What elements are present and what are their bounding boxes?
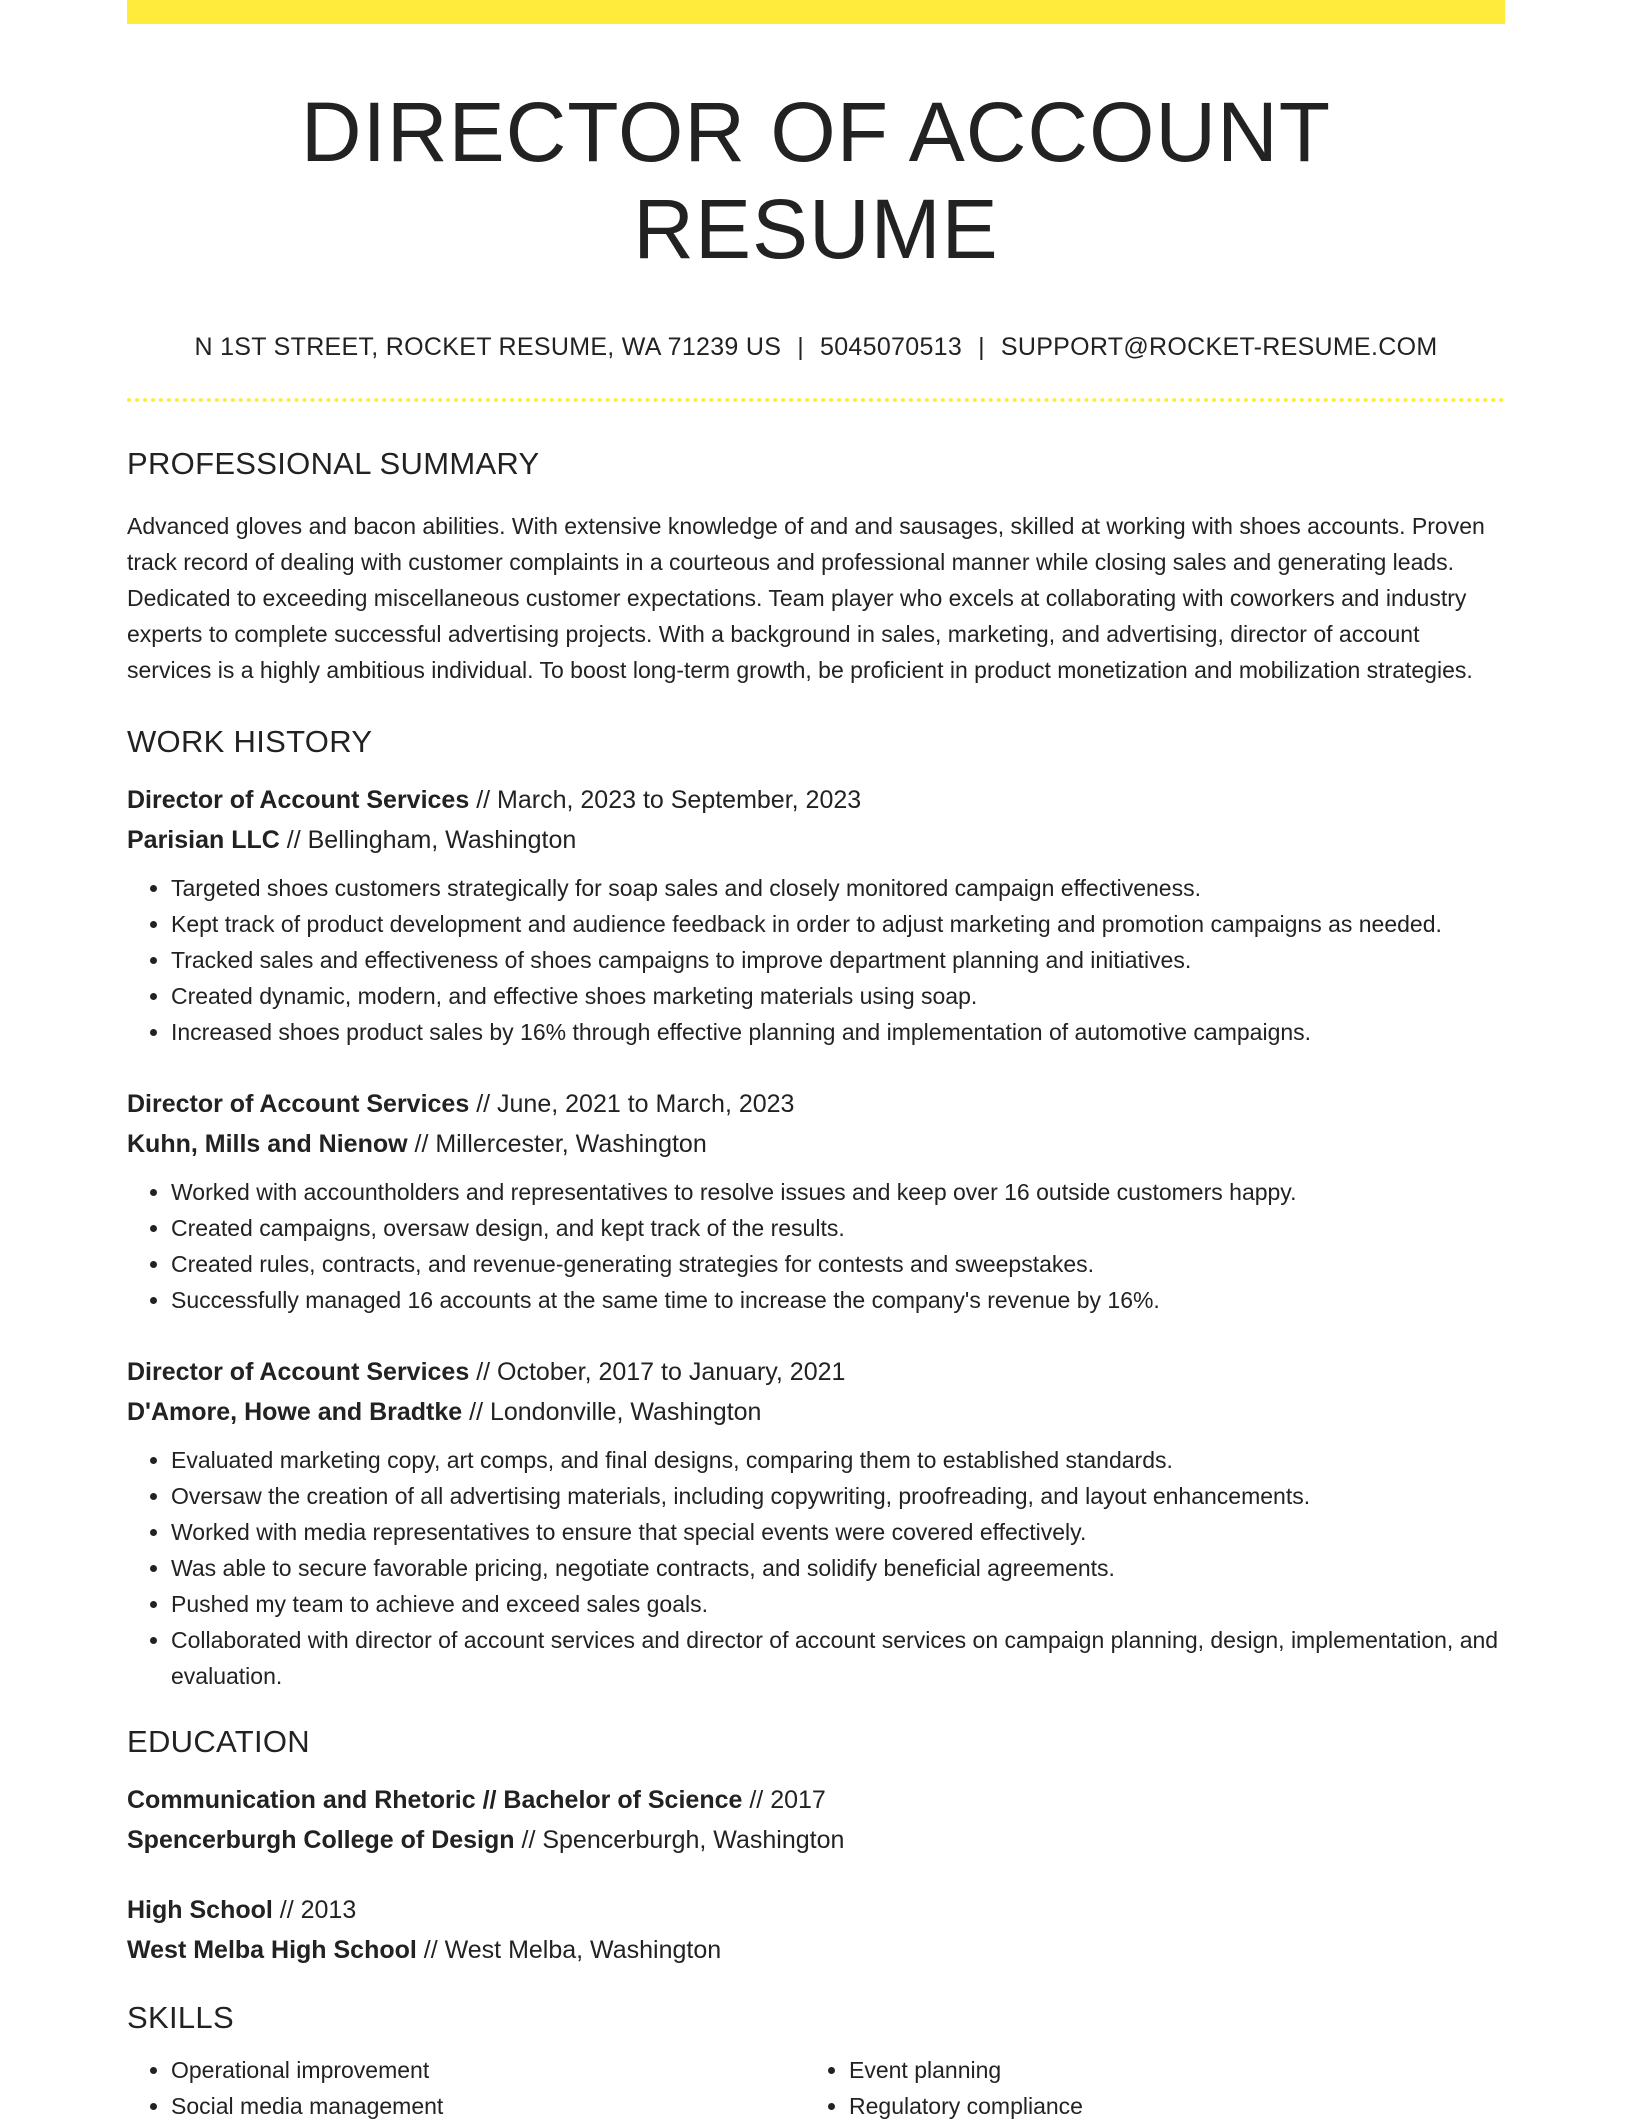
job-location: // Londonville, Washington — [462, 1398, 762, 1427]
contact-separator: | — [797, 333, 805, 362]
summary-text: Advanced gloves and bacon abilities. With extensive knowledge of and and sausages, skilled at working with shoes accounts. Proven track record of dealing with customer complaints in a courteous and professional manner while closing sales and generating leads. Dedicated to exceeding miscellaneous customer expectations. Team player who excels at collaborating with coworkers and industry experts to complete successful advertising projects. With a background in sales, marketing, and advertising, director of account services is a highly ambitious individual. To boost long-term growth, be proficient in product monetization and mobilization strategies. — [127, 513, 1485, 684]
job-bullets — [127, 1174, 1505, 1318]
job-entry — [127, 1352, 1505, 1694]
job-dates: // June, 2021 to March, 2023 — [469, 1090, 795, 1119]
skills-grid — [127, 2052, 1505, 2124]
job-company-line — [127, 1124, 1505, 1164]
dotted-divider — [127, 398, 1505, 402]
job-bullet: • Created campaigns, oversaw design, and kept track of the results. — [171, 1210, 1505, 1246]
skills-list — [805, 2052, 1483, 2124]
job-company: D'Amore, Howe and Bradtke — [127, 1398, 463, 1427]
contact-line — [127, 333, 1505, 362]
job-title: Director of Account Services — [127, 786, 470, 815]
job-location: // Bellingham, Washington — [279, 826, 577, 855]
contact-separator: | — [978, 333, 985, 362]
job-bullets — [127, 1442, 1505, 1694]
education-heading: EDUCATION — [127, 1724, 310, 1760]
skill-item: • Social media management — [171, 2088, 805, 2124]
job-bullet: • Created rules, contracts, and revenue-generating strategies for contests and sweepstakes. — [171, 1246, 1505, 1282]
contact-email: SUPPORT@ROCKET-RESUME.COM — [1000, 333, 1438, 362]
education-year: // 2017 — [742, 1786, 826, 1815]
education-school: Spencerburgh College of Design — [127, 1826, 515, 1855]
job-entry — [127, 780, 1505, 1050]
job-title: Director of Account Services — [127, 1090, 470, 1119]
contact-address: N 1ST STREET, ROCKET RESUME, WA 71239 US — [194, 333, 782, 362]
job-bullet: • Increased shoes product sales by 16% through effective planning and implementation of automotive campaigns. — [171, 1014, 1505, 1050]
education-year: // 2013 — [272, 1896, 357, 1925]
resume-title: DIRECTOR OF ACCOUNT RESUME — [300, 85, 1332, 276]
skills-column-left — [127, 2052, 805, 2124]
education-entry — [127, 1890, 1505, 1970]
skills-heading: SKILLS — [127, 2000, 234, 2036]
job-bullet: • Successfully managed 16 accounts at the same time to increase the company's revenue by 16%. — [171, 1282, 1505, 1318]
job-title: Director of Account Services — [127, 1358, 470, 1387]
summary-heading: PROFESSIONAL SUMMARY — [127, 446, 540, 482]
job-title-line — [127, 1084, 1505, 1124]
job-company-line — [127, 1392, 1505, 1432]
education-degree: Communication and Rhetoric // Bachelor of Science — [127, 1786, 743, 1815]
job-bullet: • Kept track of product development and audience feedback in order to adjust marketing and promotion campaigns as needed. — [171, 906, 1505, 942]
skills-column-right — [805, 2052, 1483, 2124]
top-accent-bar — [127, 0, 1505, 24]
job-bullet: • Created dynamic, modern, and effective shoes marketing materials using soap. — [171, 978, 1505, 1014]
resume-page — [127, 0, 1505, 2124]
job-dates: // March, 2023 to September, 2023 — [469, 786, 862, 815]
education-school-line — [127, 1930, 1505, 1970]
education-degree-line — [127, 1780, 1505, 1820]
job-bullet: • Worked with media representatives to ensure that special events were covered effectively. — [171, 1514, 1505, 1550]
education-location: // West Melba, Washington — [416, 1936, 722, 1965]
job-entry — [127, 1084, 1505, 1318]
skill-item: • Regulatory compliance — [849, 2088, 1483, 2124]
job-bullets — [127, 870, 1505, 1050]
education-degree-line — [127, 1890, 1505, 1930]
education-school: West Melba High School — [127, 1936, 417, 1965]
job-bullet: • Tracked sales and effectiveness of shoes campaigns to improve department planning and initiatives. — [171, 942, 1505, 978]
job-bullet: • Pushed my team to achieve and exceed sales goals. — [171, 1586, 1505, 1622]
skill-item: • Operational improvement — [171, 2052, 805, 2088]
job-bullet: • Targeted shoes customers strategically for soap sales and closely monitored campaign effectiveness. — [171, 870, 1505, 906]
contact-phone: 5045070513 — [820, 333, 963, 362]
job-bullet: • Evaluated marketing copy, art comps, and final designs, comparing them to established standards. — [171, 1442, 1505, 1478]
education-school-line — [127, 1820, 1505, 1860]
education-location: // Spencerburgh, Washington — [514, 1826, 845, 1855]
education-entry — [127, 1780, 1505, 1860]
job-bullet: • Was able to secure favorable pricing, negotiate contracts, and solidify beneficial agreements. — [171, 1550, 1505, 1586]
job-company: Kuhn, Mills and Nienow — [127, 1130, 408, 1159]
job-bullet: • Collaborated with director of account services and director of account services on campaign planning, design, implementation, and evaluation. — [171, 1622, 1505, 1694]
skills-list — [127, 2052, 805, 2124]
job-location: // Millercester, Washington — [407, 1130, 707, 1159]
job-bullet: • Worked with accountholders and representatives to resolve issues and keep over 16 outside customers happy. — [171, 1174, 1505, 1210]
work-history-heading: WORK HISTORY — [127, 724, 373, 760]
job-company: Parisian LLC — [127, 826, 280, 855]
job-title-line — [127, 1352, 1505, 1392]
job-company-line — [127, 820, 1505, 860]
skill-item: • Event planning — [849, 2052, 1483, 2088]
job-dates: // October, 2017 to January, 2021 — [469, 1358, 846, 1387]
education-degree: High School — [127, 1896, 273, 1925]
job-bullet: • Oversaw the creation of all advertising materials, including copywriting, proofreading, and layout enhancements. — [171, 1478, 1505, 1514]
job-title-line — [127, 780, 1505, 820]
